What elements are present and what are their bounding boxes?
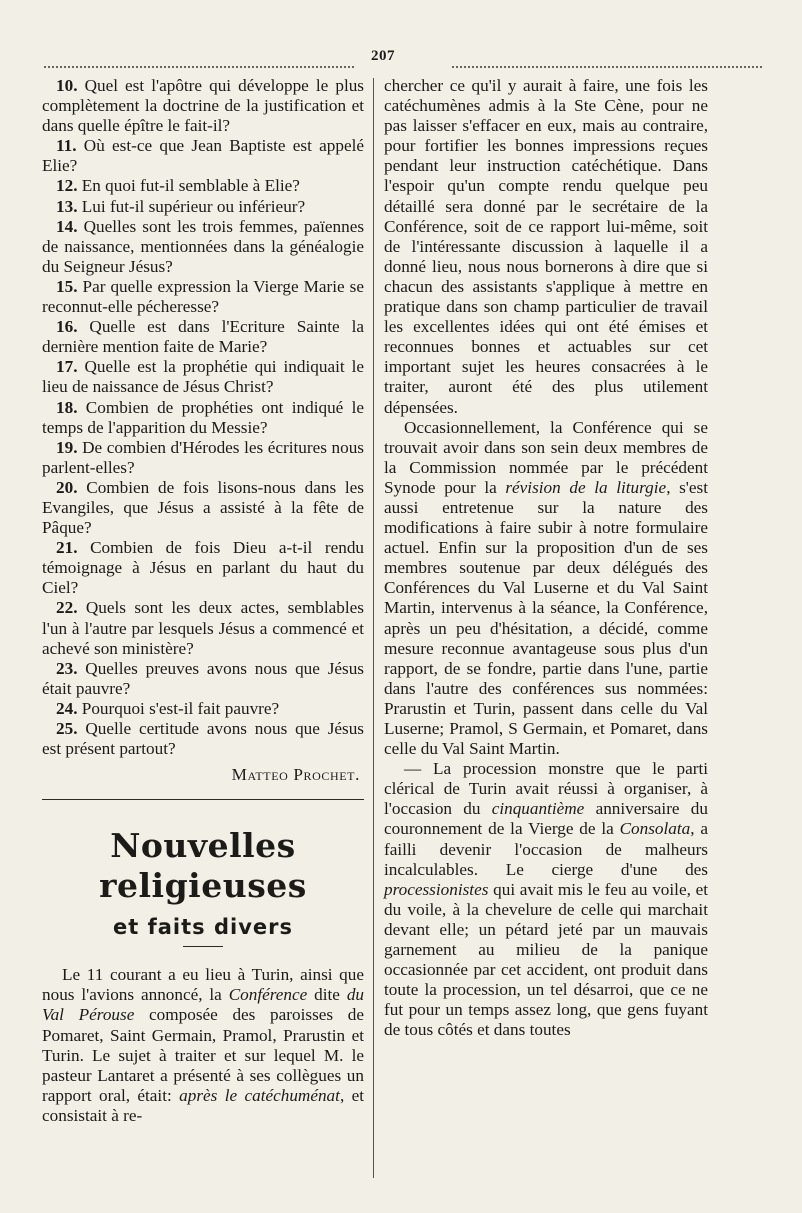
- question-text: Où est-ce que Jean Baptiste est appelé Elie?: [42, 136, 364, 176]
- italic-run: Consolata: [619, 819, 691, 839]
- italic-run: du Val Pérouse: [42, 985, 364, 1025]
- text-run: Le 11 courant a eu lieu à Turin, ainsi que nous l'avions annoncé, la: [42, 965, 364, 1005]
- question-item: [42, 398, 364, 438]
- author-signature: Matteo Prochet.: [231, 765, 360, 785]
- question-item: [42, 197, 364, 217]
- question-number: 24.: [56, 698, 78, 718]
- text-run: — La procession monstre que le parti clérical de Turin avait réussi à organiser, à l'occasion du: [384, 759, 708, 819]
- question-number: 15.: [56, 276, 78, 296]
- question-number: 10.: [56, 76, 78, 95]
- question-item: [42, 277, 364, 317]
- question-text: Lui fut-il supérieur ou inférieur?: [81, 196, 306, 216]
- question-item: [42, 217, 364, 277]
- italic-run: Conférence: [228, 985, 308, 1005]
- question-number: 20.: [56, 477, 78, 497]
- article-paragraph: [42, 965, 364, 1126]
- question-item: [42, 176, 364, 196]
- text-run: qui avait mis le feu au voile, et du voile, à la chevelure de celle qui marchait devant elle; un pétard jeté par un mauvais garnement au milieu de la panique occasionnée par cet accident, ont produit dans toute la procession, un tel désarroi, que ce ne fut pour un temps assez long, que gens fuyant de tous côtés et dans toutes: [384, 879, 708, 1040]
- question-item: [42, 598, 364, 658]
- left-column: [42, 76, 364, 1126]
- question-item: [42, 438, 364, 478]
- question-item: [42, 357, 364, 397]
- italic-run: cinquantième: [491, 799, 585, 819]
- question-text: En quoi fut-il semblable à Elie?: [81, 176, 300, 196]
- article-paragraph-continued: chercher ce qu'il y aurait à faire, une fois les catéchumènes admis à la Ste Cène, pour ne pas laisser s'effacer en eux, mais au contraire, pour fortifier les bonnes impressions reçues pendant leur instruction catéchétique. Dans l'espoir qu'un compte rendu quelque peu détaillé sera donné par le secrétaire de la Conférence, soit de ce rapport lui-même, soit de l'intéressante discussion à laquelle il a donné lieu, nous nous bornerons à dire que si chacun des assistants s'applique à mettre en pratique dans son champ particulier de travail les excellentes idées qui ont été émises et reconnues bonnes et actuables sur cet important sujet les heures consacrées à le traiter, auront été des plus utilement dépensées.: [384, 76, 708, 417]
- question-item: [42, 76, 364, 136]
- question-number: 23.: [56, 658, 78, 678]
- question-item: [42, 317, 364, 357]
- text-run: , et consistait à re-: [42, 1085, 365, 1125]
- question-text: De combien d'Hérodes les écritures nous parlent-elles?: [42, 437, 365, 477]
- italic-run: après le catéchuménat: [179, 1085, 340, 1105]
- question-item: [42, 719, 364, 759]
- question-text: Quelle est la prophétie qui indiquait le lieu de naissance de Jésus Christ?: [42, 357, 364, 397]
- column-divider: [373, 78, 374, 1178]
- text-run: anniversaire du couronnement de la Vierge de la: [384, 799, 708, 839]
- question-list: [42, 76, 364, 759]
- page-number: 207: [371, 48, 395, 64]
- text-run: composée des paroisses de Pomaret, Saint Germain, Pramol, Prarustin et Turin. Le sujet à traiter et sur lequel M. le pasteur Lantaret a présenté à ses collègues un rapport oral, était:: [42, 1005, 364, 1105]
- question-number: 25.: [56, 719, 78, 738]
- question-text: Pourquoi s'est-il fait pauvre?: [81, 698, 280, 718]
- question-number: 19.: [56, 437, 78, 457]
- question-text: Combien de fois lisons-nous dans les Evangiles, que Jésus a assisté à la fête de Pâque?: [42, 477, 364, 538]
- question-text: Quelles sont les trois femmes, païennes de naissance, mentionnées dans la généalogie du Seigneur Jésus?: [42, 216, 365, 276]
- text-run: Occasionnellement, la Conférence qui se trouvait avoir dans son sein deux membres de la Commission nommée par le précédent Synode pour la: [384, 417, 708, 497]
- question-number: 18.: [56, 397, 78, 417]
- section-title: Nouvelles religieuses: [99, 826, 307, 906]
- text-run: , a failli devenir l'occasion de malheurs incalculables. Le cierge d'une des: [384, 819, 708, 879]
- question-item: [42, 699, 364, 719]
- question-number: 13.: [56, 196, 78, 216]
- question-item: [42, 538, 364, 598]
- short-divider: [183, 946, 223, 947]
- question-item: [42, 478, 364, 538]
- section-divider: [42, 799, 364, 800]
- section-subtitle: et faits divers: [113, 915, 293, 940]
- question-text: Quels sont les deux actes, semblables l'un à l'autre par lesquels Jésus a commencé et achevé son ministère?: [42, 598, 364, 658]
- question-text: Combien de fois Dieu a-t-il rendu témoignage à Jésus en parlant du haut du Ciel?: [42, 538, 365, 598]
- right-column: [384, 76, 708, 1041]
- question-text: Quel est l'apôtre qui développe le plus complètement la doctrine de la justification et dans quelle épître le fait-il?: [42, 76, 364, 136]
- italic-run: processionistes: [384, 879, 489, 899]
- question-number: 12.: [56, 176, 78, 196]
- question-number: 16.: [56, 317, 78, 337]
- question-text: Quelles preuves avons nous que Jésus était pauvre?: [42, 658, 364, 698]
- question-text: Combien de prophéties ont indiqué le temps de l'apparition du Messie?: [42, 397, 364, 437]
- question-text: Quelle est dans l'Ecriture Sainte la dernière mention faite de Marie?: [42, 317, 364, 357]
- question-number: 14.: [56, 216, 78, 236]
- question-item: [42, 136, 364, 176]
- question-number: 21.: [56, 538, 78, 558]
- text-run: , s'est aussi entretenue sur la nature des modifications à faire subir à notre formulaire actuel. Enfin sur la proposition d'un de ses membres soutenue par deux délégués des Conférences du Val Luserne et du Val Saint Martin, intervenus à la séance, la Conférence, après un peu d'hésitation, a décidé, comme mesure reconnue avantageuse sous plus d'un rapport, de se fondre, partie dans l'une, partie dans l'autre des conférences sus nommées: Prarustin et Turin, passent dans celle du Val Luserne; Pramol, S Germain, et Pomaret, dans celle du Val Saint Martin.: [384, 477, 708, 759]
- question-text: Quelle certitude avons nous que Jésus est présent partout?: [42, 719, 364, 759]
- article-paragraph: [384, 759, 708, 1040]
- question-item: [42, 659, 364, 699]
- question-number: 11.: [56, 136, 77, 156]
- italic-run: révision de la liturgie: [505, 477, 667, 497]
- header-ornament-right: [452, 56, 762, 68]
- question-number: 17.: [56, 357, 78, 377]
- question-text: Par quelle expression la Vierge Marie se reconnut-elle pécheresse?: [42, 276, 364, 317]
- text-run: dite: [307, 985, 347, 1005]
- article-paragraph: [384, 418, 708, 760]
- header-ornament-left: [44, 56, 354, 68]
- question-number: 22.: [56, 598, 78, 618]
